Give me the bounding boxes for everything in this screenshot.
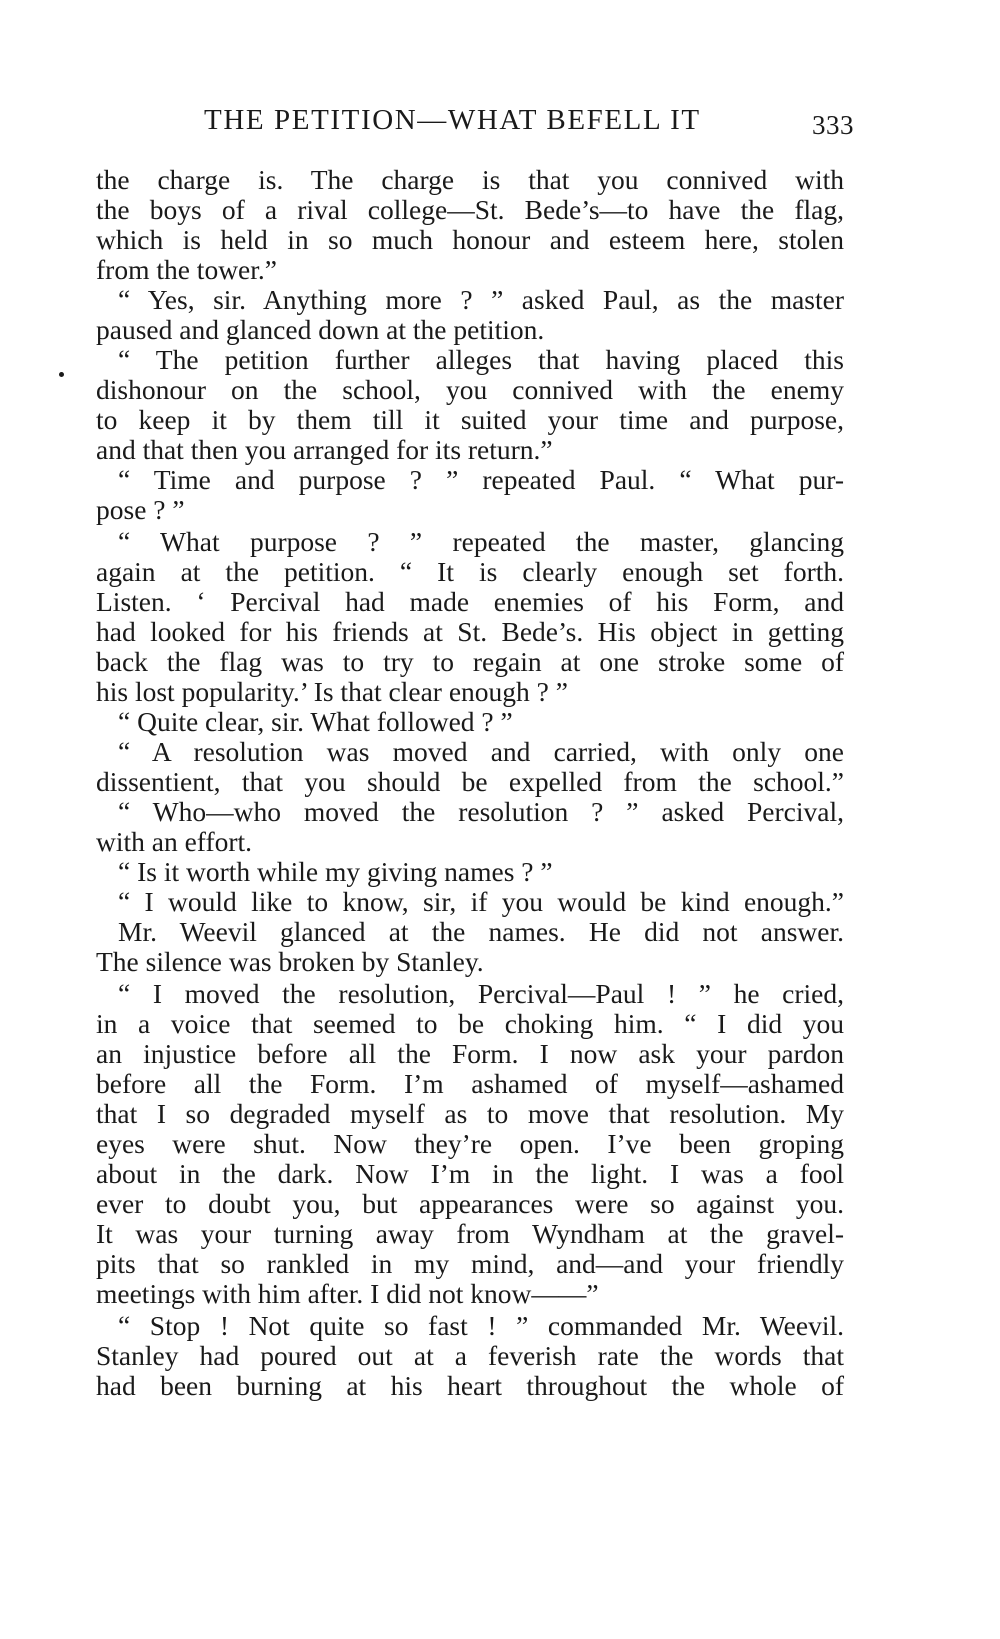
text-line: Mr. Weevil glanced at the names. He did not answer. — [118, 916, 844, 947]
text-line: “ Who—who moved the resolution ? ” asked Percival, — [118, 796, 844, 827]
text-line: paused and glanced down at the petition. — [96, 314, 545, 345]
text-line: and that then you arranged for its return.” — [96, 434, 553, 465]
text-line: to keep it by them till it suited your time and purpose, — [96, 404, 844, 435]
text-line: Stanley had poured out at a feverish rate the words that — [96, 1340, 844, 1371]
text-line: “ A resolution was moved and carried, with only one — [118, 736, 844, 767]
text-line: the boys of a rival college—St. Bede’s—to have the flag, — [96, 194, 844, 225]
running-title: THE PETITION—WHAT BEFELL IT — [204, 104, 701, 136]
text-line: “ I moved the resolution, Percival—Paul ! ” he cried, — [118, 978, 844, 1009]
text-line: The silence was broken by Stanley. — [96, 946, 484, 977]
text-line: the charge is. The charge is that you connived with — [96, 164, 844, 195]
text-line: before all the Form. I’m ashamed of myself—ashamed — [96, 1068, 844, 1099]
text-line: pose ? ” — [96, 494, 185, 525]
text-line: “ Quite clear, sir. What followed ? ” — [118, 706, 513, 737]
text-line: “ What purpose ? ” repeated the master, glancing — [118, 526, 844, 557]
text-line: It was your turning away from Wyndham at the gravel- — [96, 1218, 844, 1249]
text-line: from the tower.” — [96, 254, 277, 285]
text-line: “ Time and purpose ? ” repeated Paul. “ What pur- — [118, 464, 844, 495]
text-line: eyes were shut. Now they’re open. I’ve been groping — [96, 1128, 844, 1159]
stray-ink-mark — [59, 372, 64, 377]
text-line: again at the petition. “ It is clearly enough set forth. — [96, 556, 844, 587]
text-line: pits that so rankled in my mind, and—and your friendly — [96, 1248, 844, 1279]
text-line: “ Yes, sir. Anything more ? ” asked Paul, as the master — [118, 284, 844, 315]
text-line: “ Stop ! Not quite so fast ! ” commanded Mr. Weevil. — [118, 1310, 844, 1341]
text-line: an injustice before all the Form. I now ask your pardon — [96, 1038, 844, 1069]
text-line: meetings with him after. I did not know——” — [96, 1278, 599, 1309]
running-head — [96, 104, 854, 144]
text-line: had looked for his friends at St. Bede’s. His object in getting — [96, 616, 844, 647]
text-line: had been burning at his heart throughout the whole of — [96, 1370, 844, 1401]
text-line: with an effort. — [96, 826, 253, 857]
text-line: about in the dark. Now I’m in the light. I was a fool — [96, 1158, 844, 1189]
text-line: “ I would like to know, sir, if you would be kind enough.” — [118, 886, 844, 917]
text-line: that I so degraded myself as to move that resolution. My — [96, 1098, 844, 1129]
text-line: back the flag was to try to regain at one stroke some of — [96, 646, 844, 677]
text-line: “ Is it worth while my giving names ? ” — [118, 856, 553, 887]
text-line: which is held in so much honour and esteem here, stolen — [96, 224, 844, 255]
text-line: Listen. ‘ Percival had made enemies of his Form, and — [96, 586, 844, 617]
page-number: 333 — [812, 110, 854, 140]
text-line: ever to doubt you, but appearances were so against you. — [96, 1188, 844, 1219]
text-line: dishonour on the school, you connived with the enemy — [96, 374, 844, 405]
text-line: “ The petition further alleges that having placed this — [118, 344, 844, 375]
text-line: dissentient, that you should be expelled from the school.” — [96, 766, 844, 797]
text-line: his lost popularity.’ Is that clear enough ? ” — [96, 676, 568, 707]
text-line: in a voice that seemed to be choking him. “ I did you — [96, 1008, 844, 1039]
